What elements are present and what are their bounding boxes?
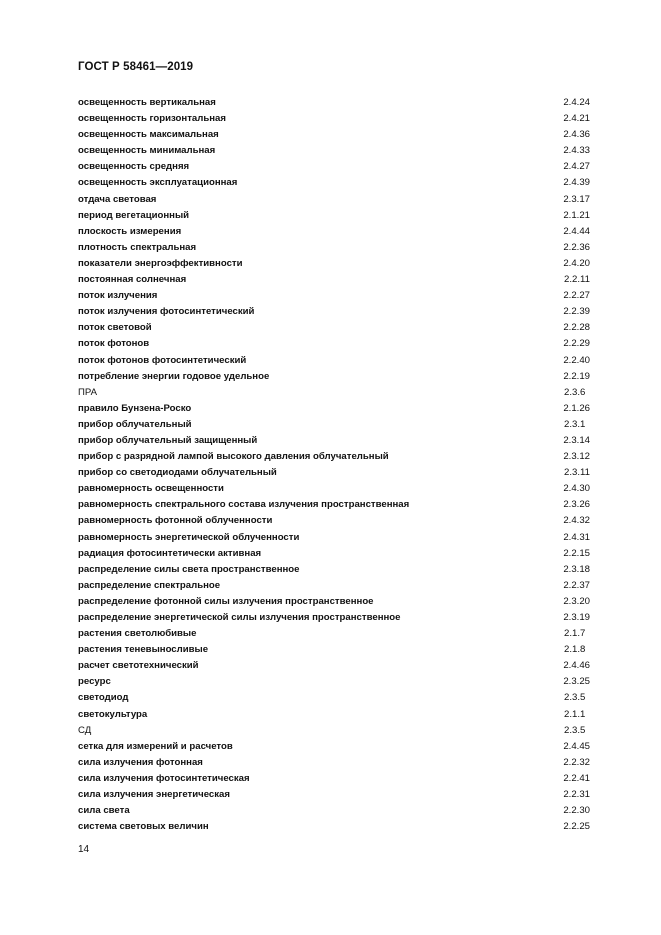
- index-entry: [78, 707, 590, 723]
- index-term: радиация фотосинтетически активная: [78, 547, 262, 559]
- index-reference: 2.4.27: [563, 161, 590, 173]
- index-entry: [78, 803, 590, 819]
- index-term: сила излучения энергетическая: [78, 789, 230, 801]
- index-term: плоскость измерения: [78, 225, 182, 237]
- index-entry: [78, 658, 590, 674]
- index-reference: 2.1.1: [564, 708, 586, 720]
- index-reference: 2.2.41: [563, 772, 590, 784]
- index-reference: 2.4.24: [563, 97, 590, 108]
- index-entry: [78, 787, 590, 803]
- index-entry: [78, 690, 590, 706]
- index-reference: 2.3.1: [564, 418, 586, 430]
- index-entry: [78, 771, 590, 787]
- index-entry: [78, 95, 590, 111]
- alphabetical-index: [78, 95, 590, 835]
- index-reference: 2.4.31: [563, 531, 590, 543]
- index-term: равномерность освещенности: [78, 483, 224, 495]
- index-term: прибор со светодиодами облучательный: [78, 467, 277, 479]
- index-reference: 2.1.8: [564, 644, 586, 656]
- index-reference: 2.2.32: [563, 756, 590, 768]
- index-term: прибор облучательный: [78, 418, 192, 430]
- index-entry: [78, 320, 590, 336]
- index-term: растения теневыносливые: [78, 644, 209, 656]
- index-term: сила света: [78, 805, 130, 817]
- index-entry: [78, 304, 590, 320]
- index-entry: [78, 175, 590, 191]
- index-term: сетка для измерений и расчетов: [78, 740, 233, 752]
- index-term: СД: [78, 724, 92, 736]
- index-term: освещенность средняя: [78, 161, 190, 173]
- index-reference: 2.3.18: [563, 563, 590, 575]
- index-entry: [78, 739, 590, 755]
- index-reference: 2.4.39: [563, 177, 590, 189]
- index-reference: 2.4.46: [563, 660, 590, 672]
- index-reference: 2.3.20: [563, 595, 590, 607]
- index-reference: 2.3.5: [564, 692, 586, 704]
- index-reference: 2.1.26: [563, 402, 590, 414]
- index-reference: 2.4.33: [563, 145, 590, 157]
- index-entry: [78, 594, 590, 610]
- index-term: показатели энергоэффективности: [78, 257, 243, 269]
- index-term: растения светолюбивые: [78, 628, 197, 640]
- index-entry: [78, 465, 590, 481]
- index-term: освещенность горизонтальная: [78, 113, 226, 125]
- index-entry: [78, 417, 590, 433]
- index-term: поток излучения фотосинтетический: [78, 306, 255, 318]
- index-entry: [78, 674, 590, 690]
- index-reference: 2.4.44: [563, 225, 590, 237]
- page-number: 14: [78, 844, 90, 855]
- index-entry: [78, 224, 590, 240]
- index-term: светокультура: [78, 708, 148, 720]
- index-entry: [78, 449, 590, 465]
- index-entry: [78, 546, 590, 562]
- index-reference: 2.2.40: [563, 354, 590, 366]
- index-entry: [78, 272, 590, 288]
- index-entry: [78, 578, 590, 594]
- document-header: ГОСТ Р 58461—2019: [78, 61, 194, 73]
- index-term: правило Бунзена-Роско: [78, 402, 192, 414]
- index-entry: [78, 481, 590, 497]
- index-entry: [78, 401, 590, 417]
- index-entry: [78, 288, 590, 304]
- index-term: постоянная солнечная: [78, 274, 187, 286]
- index-entry: [78, 530, 590, 546]
- index-reference: 2.3.26: [563, 499, 590, 511]
- index-reference: 2.2.19: [563, 370, 590, 382]
- index-term: сила излучения фотосинтетическая: [78, 772, 250, 784]
- index-term: освещенность максимальная: [78, 129, 219, 141]
- index-reference: 2.4.20: [563, 257, 590, 269]
- index-term: распределение энергетической силы излучения пространственное: [78, 612, 401, 623]
- index-reference: 2.3.14: [563, 434, 590, 446]
- index-entry: [78, 385, 590, 401]
- index-reference: 2.4.45: [563, 740, 590, 752]
- index-term: светодиод: [78, 692, 129, 704]
- index-reference: 2.2.36: [563, 241, 590, 253]
- index-entry: [78, 143, 590, 159]
- index-reference: 2.2.15: [563, 547, 590, 559]
- index-term: ПРА: [78, 386, 98, 398]
- index-term: освещенность вертикальная: [78, 97, 216, 108]
- index-entry: [78, 513, 590, 529]
- index-entry: [78, 111, 590, 127]
- index-reference: 2.3.11: [564, 467, 590, 479]
- index-reference: 2.2.27: [563, 290, 590, 302]
- index-reference: 2.4.30: [563, 483, 590, 495]
- index-entry: [78, 497, 590, 513]
- index-term: равномерность спектрального состава излучения пространственная: [78, 499, 410, 511]
- index-entry: [78, 256, 590, 272]
- index-entry: [78, 127, 590, 143]
- index-term: освещенность эксплуатационная: [78, 177, 238, 189]
- index-entry: [78, 208, 590, 224]
- index-term: поток фотонов фотосинтетический: [78, 354, 247, 366]
- index-entry: [78, 723, 590, 739]
- index-term: отдача световая: [78, 193, 157, 205]
- index-reference: 2.2.11: [564, 274, 590, 286]
- index-entry: [78, 433, 590, 449]
- index-term: плотность спектральная: [78, 241, 197, 253]
- index-term: прибор облучательный защищенный: [78, 434, 258, 446]
- index-term: сила излучения фотонная: [78, 756, 203, 768]
- index-term: распределение спектральное: [78, 579, 221, 591]
- index-reference: 2.3.19: [563, 612, 590, 623]
- index-term: поток световой: [78, 322, 152, 334]
- index-term: поток фотонов: [78, 338, 150, 350]
- index-reference: 2.2.30: [563, 805, 590, 817]
- index-reference: 2.3.5: [564, 724, 586, 736]
- index-reference: 2.1.7: [564, 628, 586, 640]
- index-reference: 2.2.29: [563, 338, 590, 350]
- index-reference: 2.2.25: [563, 821, 590, 833]
- index-entry: [78, 353, 590, 369]
- index-reference: 2.2.28: [563, 322, 590, 334]
- index-reference: 2.4.32: [563, 515, 590, 527]
- index-entry: [78, 192, 590, 208]
- index-reference: 2.3.25: [563, 676, 590, 688]
- index-term: ресурс: [78, 676, 111, 688]
- index-entry: [78, 240, 590, 256]
- index-term: распределение фотонной силы излучения пространственное: [78, 595, 374, 607]
- index-term: распределение силы света пространственное: [78, 563, 300, 575]
- index-reference: 2.2.39: [563, 306, 590, 318]
- index-term: поток излучения: [78, 290, 158, 302]
- index-entry: [78, 159, 590, 175]
- index-entry: [78, 626, 590, 642]
- index-reference: 2.4.21: [563, 113, 590, 125]
- index-term: расчет светотехнический: [78, 660, 199, 672]
- index-reference: 2.2.37: [563, 579, 590, 591]
- index-term: равномерность энергетической облученности: [78, 531, 300, 543]
- index-term: потребление энергии годовое удельное: [78, 370, 270, 382]
- index-term: равномерность фотонной облученности: [78, 515, 273, 527]
- index-term: освещенность минимальная: [78, 145, 216, 157]
- index-term: система световых величин: [78, 821, 209, 833]
- index-term: прибор с разрядной лампой высокого давления облучательный: [78, 451, 389, 463]
- index-reference: 2.3.6: [564, 386, 586, 398]
- index-entry: [78, 562, 590, 578]
- index-entry: [78, 336, 590, 352]
- index-term: период вегетационный: [78, 209, 190, 221]
- index-entry: [78, 755, 590, 771]
- index-entry: [78, 642, 590, 658]
- index-reference: 2.4.36: [563, 129, 590, 141]
- index-reference: 2.3.12: [563, 451, 590, 463]
- index-entry: [78, 819, 590, 835]
- index-entry: [78, 369, 590, 385]
- index-reference: 2.1.21: [563, 209, 590, 221]
- index-entry: [78, 610, 590, 626]
- index-reference: 2.3.17: [563, 193, 590, 205]
- index-reference: 2.2.31: [563, 789, 590, 801]
